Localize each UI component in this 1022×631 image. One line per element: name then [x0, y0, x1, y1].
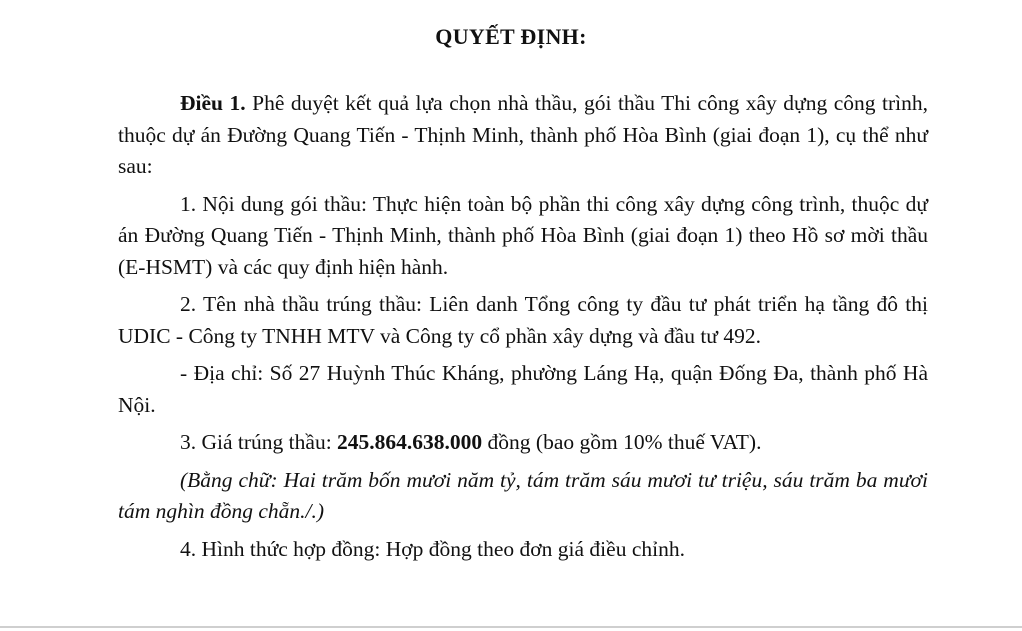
article-1-text: Phê duyệt kết quả lựa chọn nhà thầu, gói thầu Thi công xây dựng công trình, thuộc dự án Đường Quang Tiến - Thịnh Minh, thành phố Hòa Bình (giai đoạn 1), cụ thể như sau:	[118, 91, 928, 178]
page-bottom-divider	[0, 626, 1022, 628]
item-2: 2. Tên nhà thầu trúng thầu: Liên danh Tổng công ty đầu tư phát triển hạ tầng đô thị UDIC - Công ty TNHH MTV và Công ty cổ phần xây dựng và đầu tư 492.	[118, 292, 928, 348]
amount-in-words: (Bằng chữ: Hai trăm bốn mươi năm tỷ, tám trăm sáu mươi tư triệu, sáu trăm ba mươi tám nghìn đồng chẵn./.)	[118, 467, 928, 523]
winning-price: 245.864.638.000	[337, 430, 483, 454]
item-1: 1. Nội dung gói thầu: Thực hiện toàn bộ phần thi công xây dựng công trình, thuộc dự án Đường Quang Tiến - Thịnh Minh, thành phố Hòa Bình (giai đoạn 1) theo Hồ sơ mời thầu (E-HSMT) và các quy định hiện hành.	[118, 191, 928, 279]
article-1-label: Điều 1.	[180, 91, 246, 115]
item-3-prefix: 3. Giá trúng thầu:	[180, 430, 338, 454]
item-3	[118, 427, 928, 459]
decision-title: QUYẾT ĐỊNH:	[435, 24, 587, 49]
article-1	[118, 88, 928, 183]
item-4: 4. Hình thức hợp đồng: Hợp đồng theo đơn giá điều chỉnh.	[180, 536, 685, 561]
item-3-suffix: đồng (bao gồm 10% thuế VAT).	[482, 430, 762, 454]
decision-body	[118, 88, 928, 571]
contractor-address: - Địa chỉ: Số 27 Huỳnh Thúc Kháng, phường Láng Hạ, quận Đống Đa, thành phố Hà Nội.	[118, 361, 928, 417]
